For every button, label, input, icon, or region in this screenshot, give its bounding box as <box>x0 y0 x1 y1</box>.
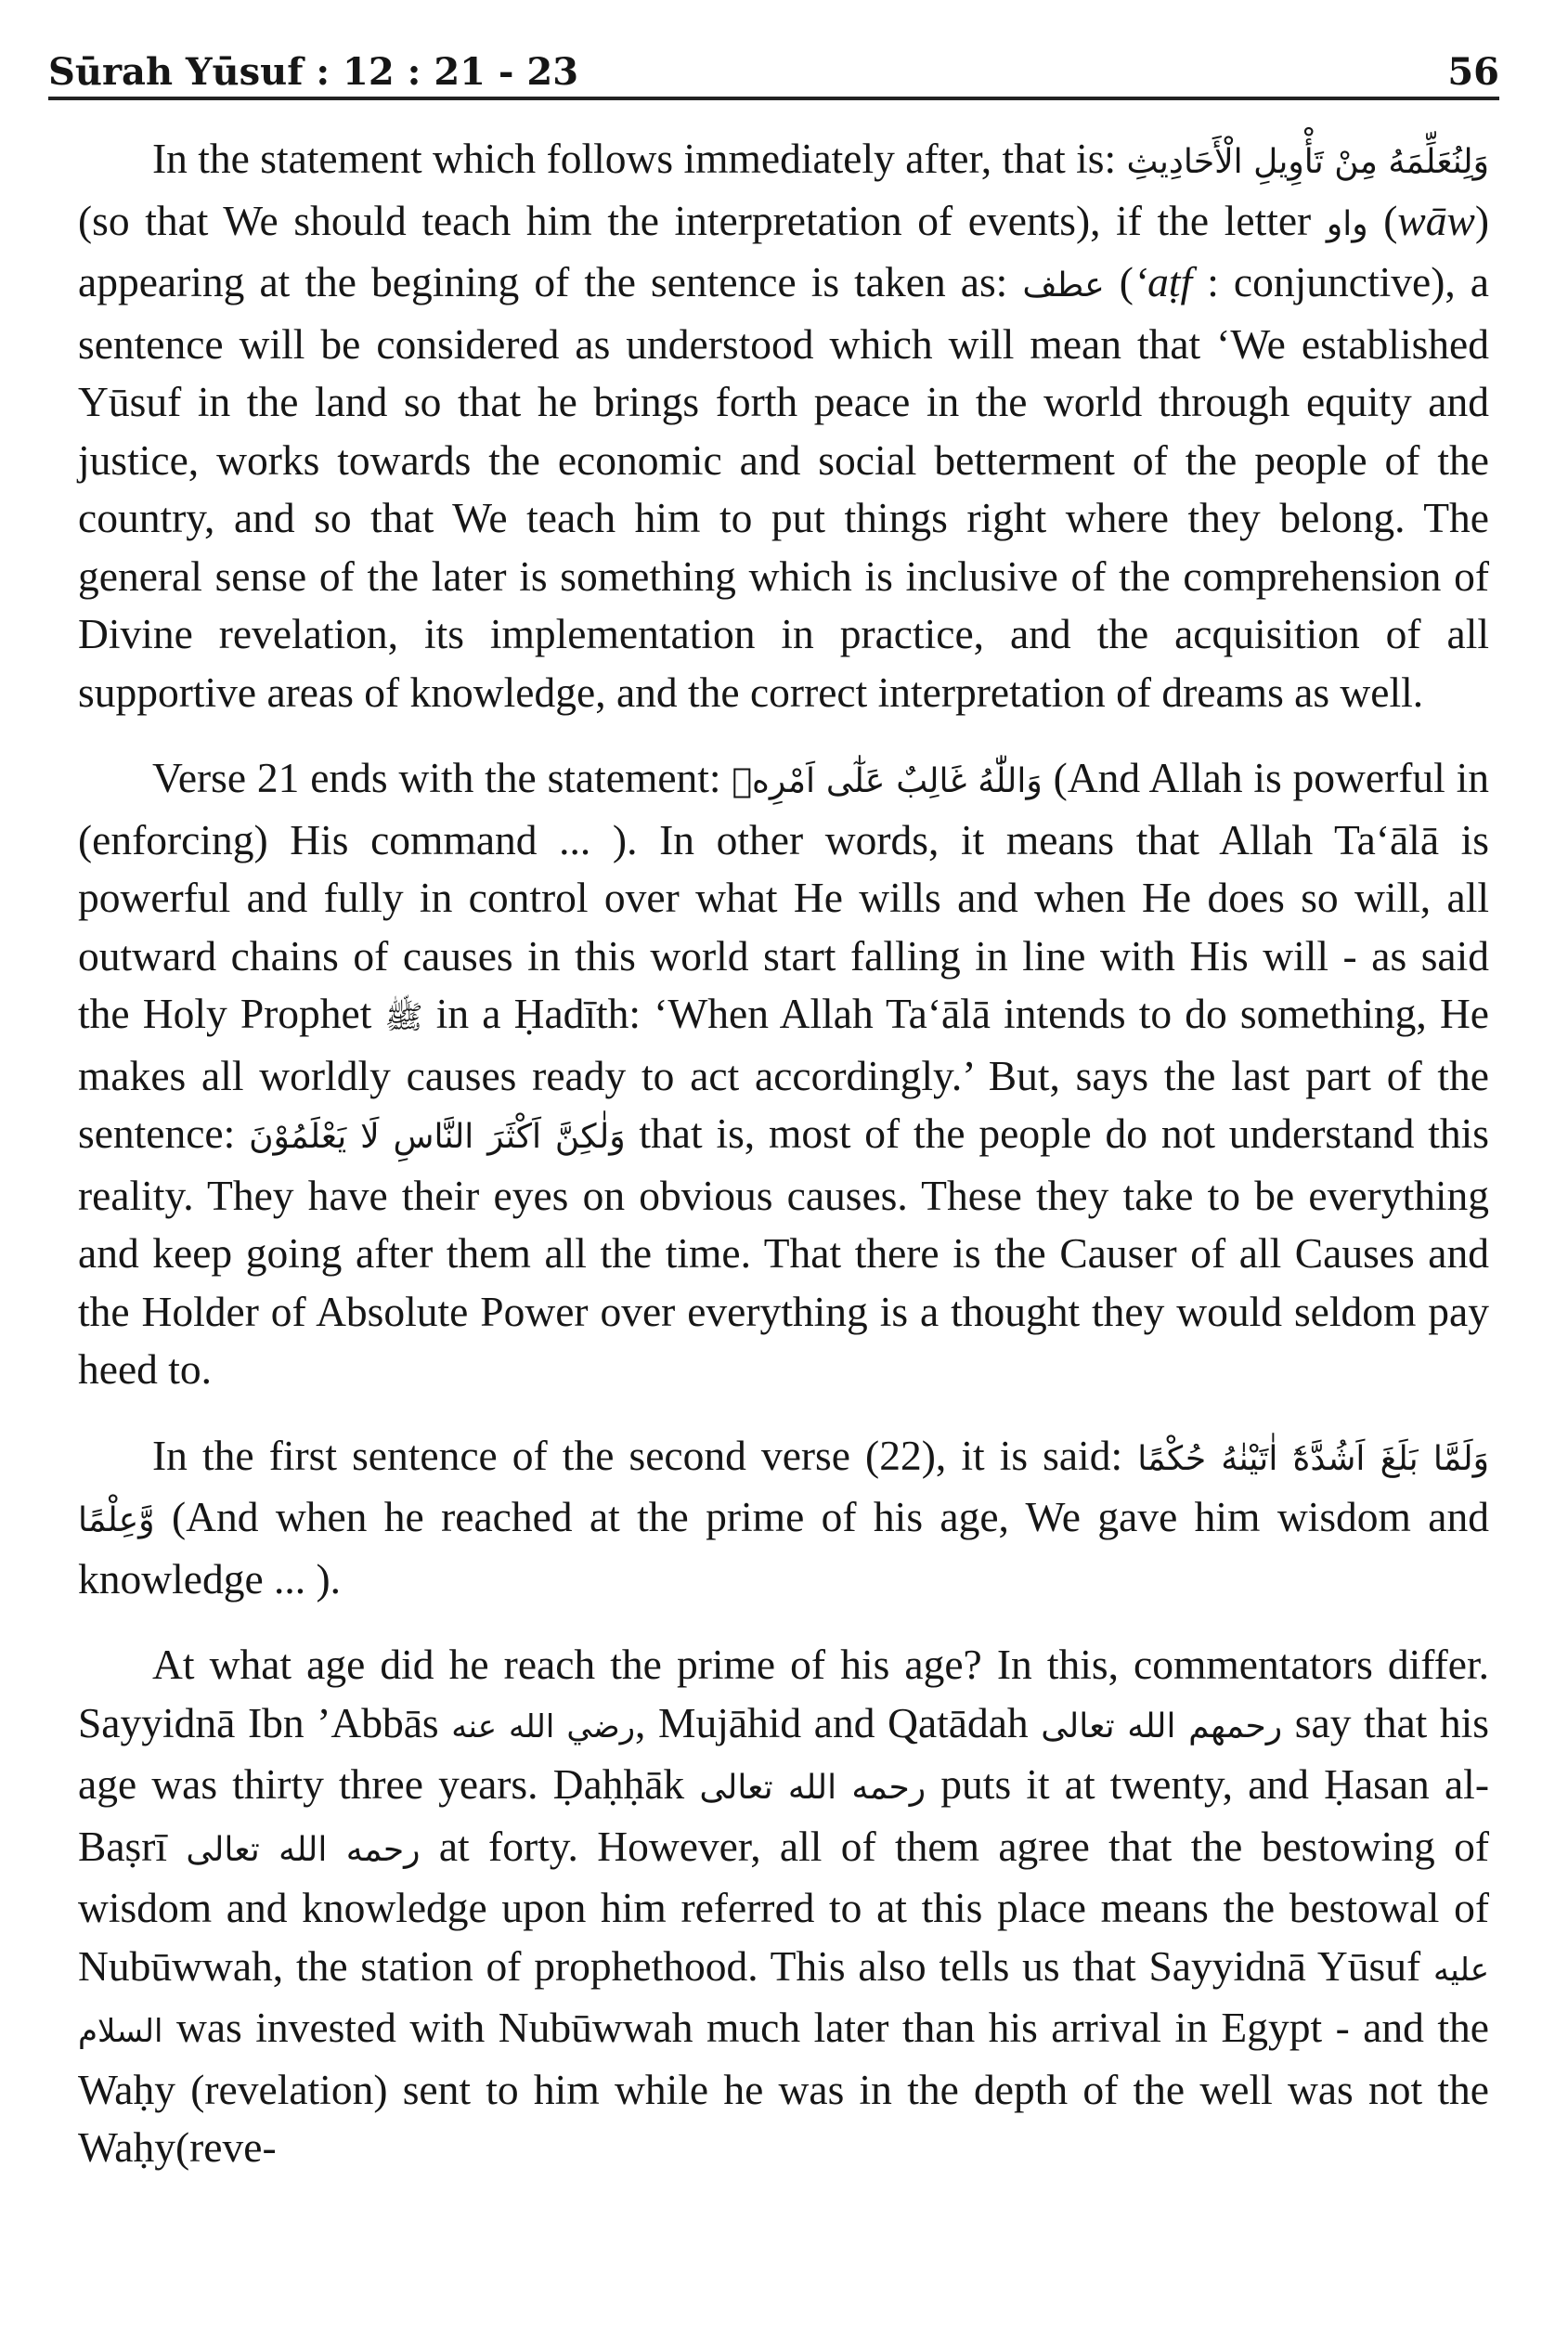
arabic-phrase: عطف <box>1022 266 1105 305</box>
arabic-phrase: وَلَمَّا بَلَغَ اَشُدَّهٗٓ اٰتَيْنٰهُ حُكْمًا وَّعِلْمًا <box>78 1439 1489 1539</box>
paragraph <box>78 1636 1489 2177</box>
running-title: Sūrah Yūsuf : 12 : 21 - 23 <box>48 50 579 94</box>
running-header <box>48 48 1499 100</box>
arabic-phrase: وَلِنُعَلِّمَهُ مِنْ تَأْوِيلِ الْأَحَادِيثِ <box>1126 143 1489 181</box>
text-run: ( <box>1104 258 1134 305</box>
arabic-phrase: رحمه الله تعالى <box>699 1769 927 1807</box>
text-run: At what age did he reach the prime of his age? In this, commentators differ. Sayyidnā Ibn ’Abbās <box>78 1641 1489 1746</box>
transliteration: ‘aṭf <box>1133 258 1193 305</box>
text-run: at forty. However, all of them agree that the bestowing of wisdom and knowledge upon him referred to at this place means the bestowal of Nubūwwah, the station of prophethood. This also tells us that Sayyidnā Yūsuf <box>78 1822 1489 1990</box>
text-run: was invested with Nubūwwah much later than his arrival in Egypt - and the Waḥy (revelation) sent to him while he was in the depth of the well was not the Waḥy(reve- <box>78 2004 1489 2171</box>
transliteration: wāw <box>1397 196 1475 244</box>
text-run: In the first sentence of the second verse (22), it is said: <box>152 1431 1138 1479</box>
paragraph <box>78 1427 1489 1609</box>
text-run: that is, most of the people do not understand this reality. They have their eyes on obvious causes. These they take to be everything and keep going after them all the time. That there is the Causer of all Causes and the Holder of Absolute Power over everything is a thought they would seldom pay heed to. <box>78 1110 1489 1393</box>
text-run: puts it at twenty, and Ḥasan al-Baṣrī <box>78 1760 1489 1870</box>
arabic-phrase: رحمه الله تعالى <box>186 1830 421 1869</box>
paragraph <box>78 130 1489 721</box>
text-run: say that his age was thirty three years. Ḍaḥḥāk <box>78 1698 1489 1808</box>
page-number: 56 <box>1447 50 1499 94</box>
paragraph <box>78 749 1489 1399</box>
text-run: : conjunctive), a sentence will be considered as understood which will mean that ‘We established Yūsuf in the land so that he brings forth peace in the world through equity and justice, works towards the economic and social betterment of the people of the country, and so that We teach him to put things right where they belong. The general sense of the later is something which is inclusive of the comprehension of Divine revelation, its implementation in practice, and the acquisition of all supportive areas of knowledge, and the correct interpretation of dreams as well. <box>78 258 1489 716</box>
honorific-symbol: ﷺ <box>384 999 423 1036</box>
arabic-phrase: وَاللّٰهُ غَالِبٌ عَلٰٓى اَمْرِهٖ <box>732 762 1043 800</box>
text-run: In the statement which follows immediately after, that is: <box>152 135 1127 182</box>
text-run: ( <box>1367 196 1398 244</box>
text-run: , Mujāhid and Qatādah <box>635 1698 1042 1746</box>
honorific-symbol: رضي الله عنه <box>451 1707 636 1746</box>
body-text <box>78 130 1489 2205</box>
text-run: (so that We should teach him the interpretation of events), if the letter <box>78 196 1327 244</box>
text-run: ) appearing at the begining of the sentence is taken as: <box>78 196 1489 305</box>
arabic-phrase: رحمهم الله تعالى <box>1041 1707 1283 1746</box>
honorific-symbol: عليه السلام <box>78 1951 1489 2050</box>
text-run: in a Ḥadīth: ‘When Allah Ta‘ālā intends to do something, He makes all worldly causes ready to act accordingly.’ But, says the last part of the sentence: <box>78 990 1489 1157</box>
arabic-phrase: وَلٰكِنَّ اَكْثَرَ النَّاسِ لَا يَعْلَمُوْنَ <box>249 1118 626 1156</box>
arabic-phrase: واو <box>1326 204 1368 243</box>
text-run: Verse 21 ends with the statement: <box>152 754 732 801</box>
text-run: (And Allah is powerful in (enforcing) His command ... ). In other words, it means that Allah Ta‘ālā is powerful and fully in control over what He wills and when He does so will, all outward chains of causes in this world start falling in line with His will - as said the Holy Prophet <box>78 754 1489 1037</box>
text-run: (And when he reached at the prime of his age, We gave him wisdom and knowledge ... ). <box>78 1493 1489 1603</box>
